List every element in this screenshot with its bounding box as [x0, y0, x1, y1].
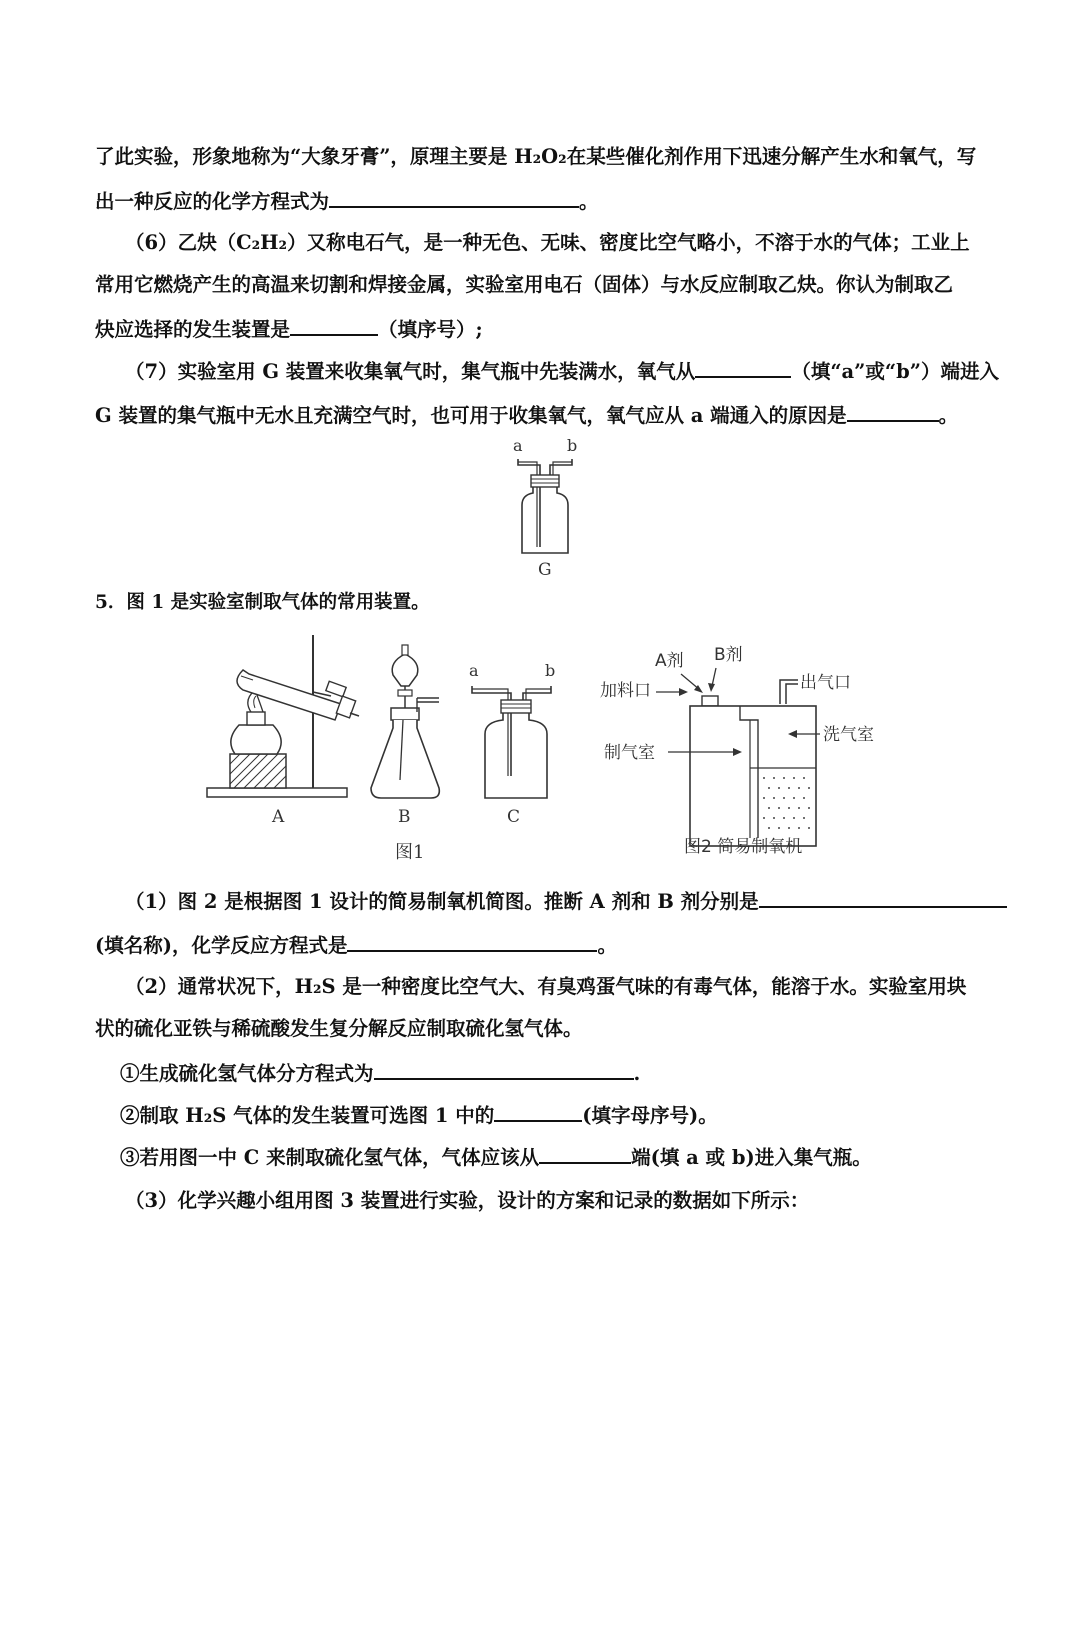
- q4-p5-end: 。: [579, 190, 599, 213]
- figure-2-caption: 图2 简易制氧机: [684, 837, 803, 857]
- answer-blank-reaction-equation[interactable]: [347, 932, 597, 952]
- q5-s2-item1-text: ①生成硫化氢气体分方程式为: [120, 1062, 374, 1085]
- q5-s2-item1-end: .: [633, 1062, 641, 1085]
- figure-2-oxygen-generator: [600, 638, 900, 860]
- q5-s1-line1: [125, 888, 1007, 915]
- q4-p7-text3: G 装置的集气瓶中无水且充满空气时，也可用于收集氧气，氧气应从 a 端通入的原因是: [95, 404, 847, 427]
- q5-s1-line2: [95, 932, 617, 959]
- figure-1-label-b-apparatus: B: [398, 807, 411, 827]
- q4-p6-line1: （6）乙炔（C₂H₂）又称电石气，是一种无色、无味、密度比空气略小，不溶于水的气体；工业上: [125, 231, 970, 254]
- q4-p5-line2: [95, 188, 599, 215]
- figure-1-label-c-apparatus: C: [507, 807, 521, 827]
- figure-1-caption: 图1: [395, 842, 425, 863]
- q4-p6-text: 炔应选择的发生装置是: [95, 318, 291, 341]
- answer-blank-reason[interactable]: [847, 402, 939, 422]
- q5-s1-end: 。: [597, 934, 617, 957]
- q4-p7-text: （7）实验室用 G 装置来收集氧气时，集气瓶中先装满水，氧气从: [125, 360, 696, 383]
- q4-p5-line1: 了此实验，形象地称为“大象牙膏”，原理主要是 H₂O₂在某些催化剂作用下迅速分解产生水和氧气，写: [95, 145, 977, 168]
- q4-p7-text2: （填“a”或“b”）端进入: [791, 360, 999, 383]
- q5-s2-item3-text: ③若用图一中 C 来制取硫化氢气体，气体应该从: [120, 1146, 540, 1169]
- figure-1-label-a-port: a: [469, 661, 479, 680]
- q5-s2-item3-end: 端(填 a 或 b)进入集气瓶。: [631, 1146, 872, 1169]
- q5-s2-item2: [120, 1102, 718, 1129]
- q5-s2-line1: （2）通常状况下，H₂S 是一种密度比空气大、有臭鸡蛋气味的有毒气体，能溶于水。实验室用块: [125, 975, 967, 998]
- q4-p5-text: 出一种反应的化学方程式为: [95, 190, 330, 213]
- q5-s2-item1: [120, 1060, 640, 1087]
- figure-g-label-a: a: [513, 436, 523, 455]
- figure-g-label-b: b: [567, 436, 578, 455]
- figure-2-label-agent-a: A剂: [655, 651, 684, 671]
- figure-g-caption: G: [538, 560, 552, 580]
- answer-blank-end[interactable]: [695, 358, 791, 378]
- q5-s1-text: （1）图 2 是根据图 1 设计的简易制氧机简图。推断 A 剂和 B 剂分别是: [125, 890, 759, 913]
- q4-p6-line2: 常用它燃烧产生的高温来切割和焊接金属，实验室用电石（固体）与水反应制取乙炔。你认为制取乙: [95, 273, 954, 296]
- q5-title: 5．图 1 是实验室制取气体的常用装置。: [95, 592, 430, 613]
- q5-s2-line2: 状的硫化亚铁与稀硫酸发生复分解反应制取硫化氢气体。: [95, 1017, 583, 1040]
- q4-p6-end: （填序号）;: [378, 318, 483, 341]
- answer-blank-agents[interactable]: [759, 888, 1007, 908]
- q4-p6-line3: [95, 316, 483, 343]
- figure-2-label-agent-b: B剂: [714, 645, 743, 665]
- q4-p7-end: 。: [938, 404, 959, 427]
- q5-s1-text2: (填名称)，化学反应方程式是: [95, 934, 348, 957]
- q4-p7-line1: [125, 358, 999, 385]
- answer-blank-generator[interactable]: [494, 1102, 582, 1122]
- figure-g-gas-bottle: [500, 435, 590, 580]
- figure-1-label-b-port: b: [545, 661, 556, 680]
- answer-blank-equation[interactable]: [329, 188, 579, 208]
- figure-2-label-reactor: 制气室: [604, 743, 655, 763]
- answer-blank-port[interactable]: [539, 1144, 631, 1164]
- answer-blank-h2s-equation[interactable]: [374, 1060, 634, 1080]
- q5-s3-line1: （3）化学兴趣小组用图 3 装置进行实验，设计的方案和记录的数据如下所示：: [125, 1189, 810, 1212]
- answer-blank-device[interactable]: [290, 316, 378, 336]
- figure-2-label-wash-chamber: 洗气室: [823, 725, 874, 745]
- q5-s2-item2-text: ②制取 H₂S 气体的发生装置可选图 1 中的: [120, 1104, 495, 1127]
- q4-p7-line2: [95, 402, 958, 429]
- figure-2-label-outlet: 出气口: [800, 673, 851, 693]
- figure-1-apparatus: [195, 630, 575, 870]
- q5-s2-item3: [120, 1144, 872, 1171]
- figure-1-label-a-apparatus: A: [272, 807, 285, 827]
- figure-2-label-inlet: 加料口: [600, 681, 651, 701]
- q5-s2-item2-end: (填字母序号)。: [582, 1104, 718, 1127]
